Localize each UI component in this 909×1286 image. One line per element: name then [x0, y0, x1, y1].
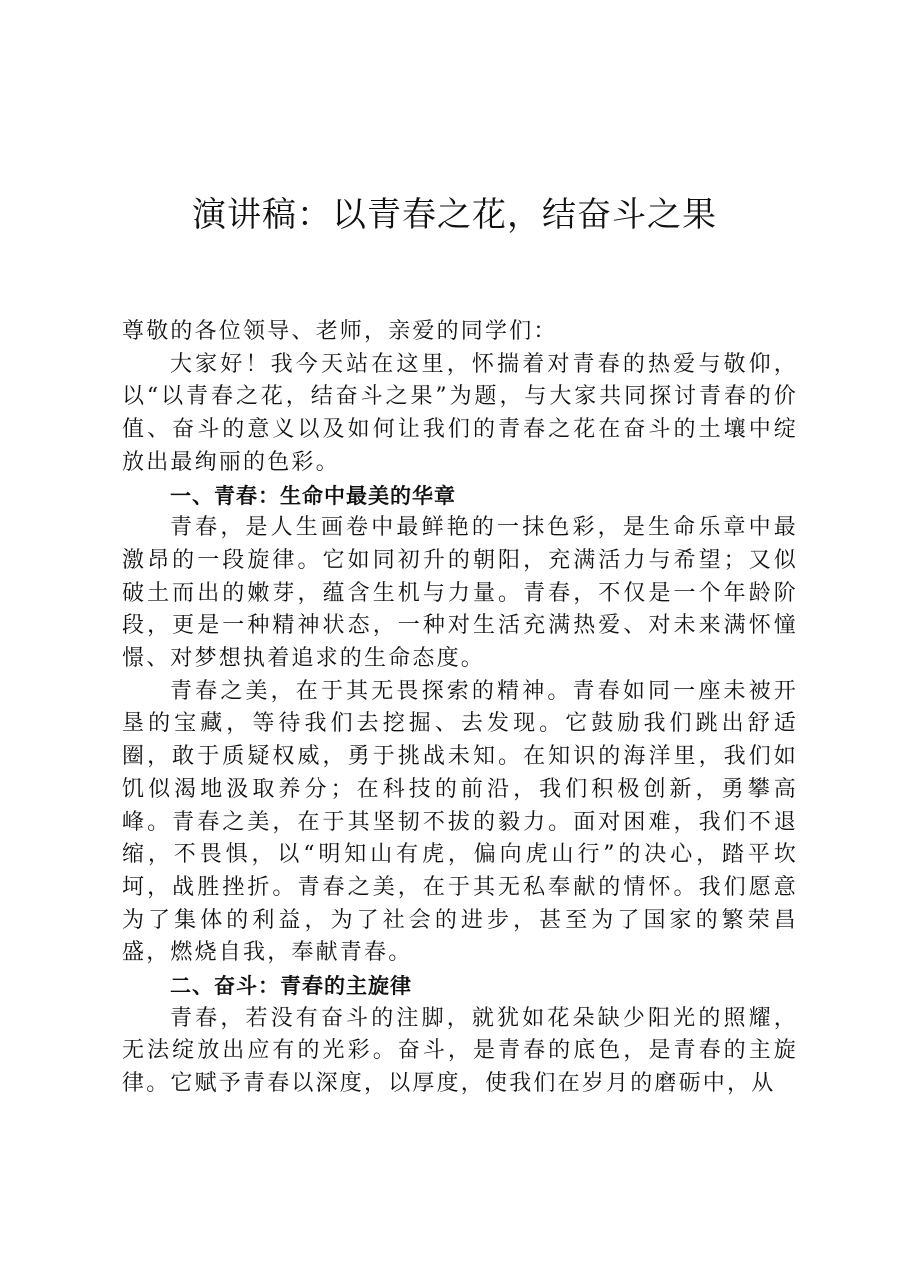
section-1-paragraph-1: 青春，是人生画卷中最鲜艳的一抹色彩，是生命乐章中最激昂的一段旋律。它如同初升的朝阳，充满活力与希望；又似破土而出的嫩芽，蕴含生机与力量。青春，不仅是一个年龄阶段，更是一种精神状态，一种对生活充满热爱、对未来满怀憧憬、对梦想执着追求的生命态度。: [122, 515, 798, 672]
intro-paragraph: 大家好！我今天站在这里，怀揣着对青春的热爱与敬仰，以“以青春之花，结奋斗之果”为题，与大家共同探讨青春的价值、奋斗的意义以及如何让我们的青春之花在奋斗的土壤中绽放出最绚丽的色彩。: [122, 351, 798, 475]
speech-body: [122, 316, 798, 1101]
document-title: 演讲稿：以青春之花，结奋斗之果: [192, 195, 717, 235]
section-1-heading: 一、青春：生命中最美的华章: [170, 483, 456, 508]
salutation: 尊敬的各位领导、老师，亲爱的同学们：: [122, 319, 558, 344]
section-2-heading: 二、奋斗：青春的主旋律: [170, 974, 412, 999]
section-2-paragraph-1: 青春，若没有奋斗的注脚，就犹如花朵缺少阳光的照耀，无法绽放出应有的光彩。奋斗，是青春的底色，是青春的主旋律。它赋予青春以深度，以厚度，使我们在岁月的磨砺中，从: [122, 1005, 798, 1097]
section-1-paragraph-2: 青春之美，在于其无畏探索的精神。青春如同一座未被开垦的宝藏，等待我们去挖掘、去发现。它鼓励我们跳出舒适圈，敢于质疑权威，勇于挑战未知。在知识的海洋里，我们如饥似渴地汲取养分；在科技的前沿，我们积极创新，勇攀高峰。青春之美，在于其坚韧不拔的毅力。面对困难，我们不退缩，不畏惧，以“明知山有虎，偏向虎山行”的决心，踏平坎坷，战胜挫折。青春之美，在于其无私奉献的情怀。我们愿意为了集体的利益，为了社会的进步，甚至为了国家的繁荣昌盛，燃烧自我，奉献青春。: [122, 678, 798, 966]
